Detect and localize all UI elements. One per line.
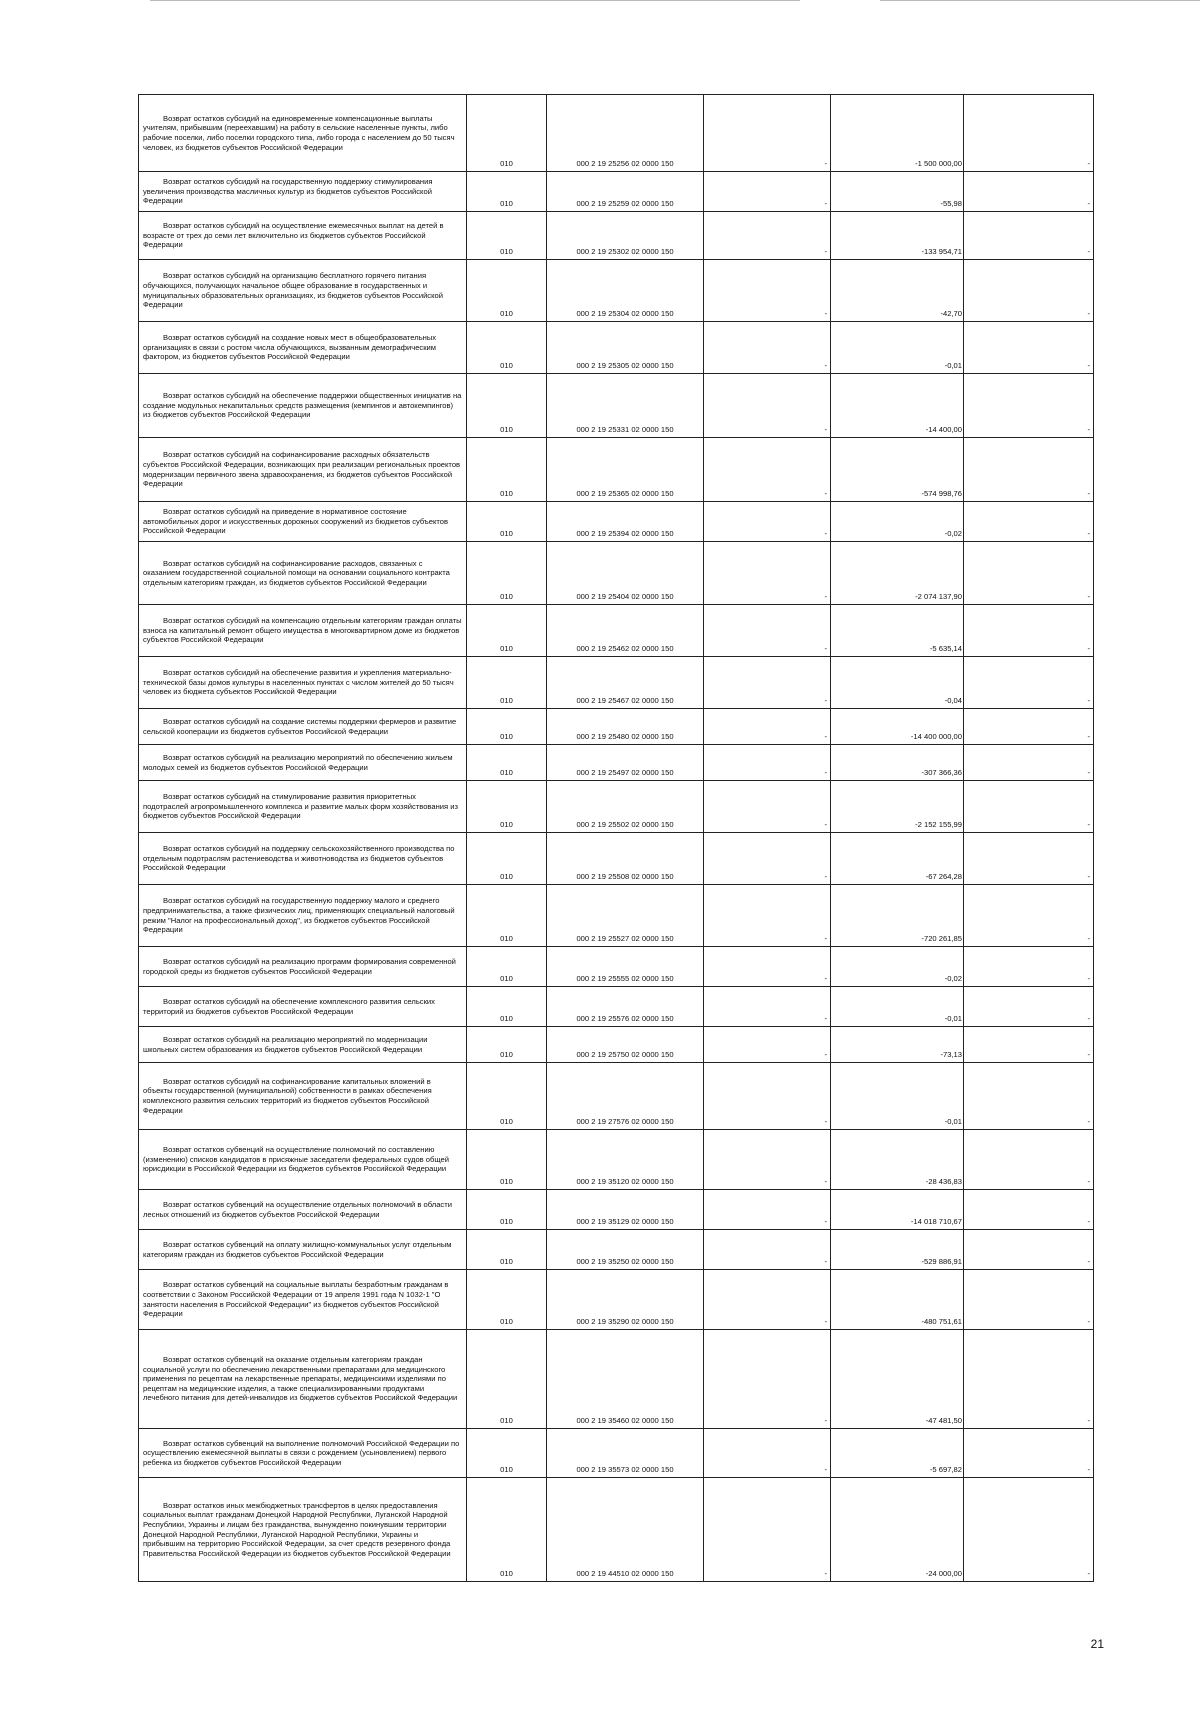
row-amount-cell: -24 000,00: [831, 1478, 964, 1582]
row-name-text: Возврат остатков субсидий на осуществление ежемесячных выплат на детей в возрасте от трех до семи лет включительно из бюджетов субъектов Российской Федерации: [143, 221, 444, 250]
row-col5-cell: -: [704, 172, 831, 212]
row-name-text: Возврат остатков субвенций на осуществление полномочий по составлению (изменению) списков кандидатов в присяжные заседатели федеральных судов общей юрисдикции в Российской Федерации из бюджетов субъектов Российской Федерации: [143, 1145, 450, 1174]
row-name-cell: [139, 1270, 467, 1330]
row-kbk-cell: 000 2 19 25365 02 0000 150: [547, 438, 704, 502]
row-name-text: Возврат остатков субсидий на государственную поддержку стимулирования увеличения производства масличных культур из бюджетов субъектов Российской Федерации: [143, 177, 433, 206]
row-amount-cell: -0,02: [831, 947, 964, 987]
row-amount-cell: -28 436,83: [831, 1130, 964, 1190]
row-col5-cell: -: [704, 781, 831, 833]
row-kbk-cell: 000 2 19 44510 02 0000 150: [547, 1478, 704, 1582]
row-kbk-cell: 000 2 19 25302 02 0000 150: [547, 212, 704, 260]
row-name-text: Возврат остатков субсидий на обеспечение развития и укрепления материально-технической базы домов культуры в населенных пунктах с числом жителей до 50 тысяч человек из бюджета субъектов Российской Федерации: [143, 668, 454, 697]
row-col7-cell: -: [964, 502, 1094, 542]
row-code-cell: 010: [467, 322, 547, 374]
row-code-cell: 010: [467, 1330, 547, 1429]
row-col7-cell: -: [964, 1270, 1094, 1330]
row-col7-cell: -: [964, 1478, 1094, 1582]
row-amount-cell: -307 366,36: [831, 745, 964, 781]
row-col7-cell: -: [964, 1190, 1094, 1230]
row-col7-cell: -: [964, 657, 1094, 709]
row-name-text: Возврат остатков субсидий на реализацию мероприятий по модернизации школьных систем образования из бюджетов субъектов Российской Федерации: [143, 1034, 428, 1054]
row-name-cell: [139, 374, 467, 438]
row-name-cell: [139, 1027, 467, 1063]
row-kbk-cell: 000 2 19 25576 02 0000 150: [547, 987, 704, 1027]
row-name-text: Возврат остатков иных межбюджетных трансфертов в целях предоставления социальных выплат гражданам Донецкой Народной Республики, Луганской Народной Республики, Украины и лицам без гражданства, вынужденно покинувшим территории Донецкой Народной Республики, Луганской Народной Республики, Украины и прибывшим на территорию Российской Федерации, за счет средств резервного фонда Правительства Российской Федерации из бюджетов субъектов Российской Федерации: [143, 1500, 451, 1558]
row-kbk-cell: 000 2 19 25259 02 0000 150: [547, 172, 704, 212]
row-col5-cell: -: [704, 1190, 831, 1230]
row-kbk-cell: 000 2 19 25527 02 0000 150: [547, 885, 704, 947]
row-kbk-cell: 000 2 19 35460 02 0000 150: [547, 1330, 704, 1429]
row-amount-cell: -720 261,85: [831, 885, 964, 947]
row-col7-cell: -: [964, 438, 1094, 502]
row-kbk-cell: 000 2 19 25256 02 0000 150: [547, 95, 704, 172]
row-code-cell: 010: [467, 542, 547, 605]
row-name-cell: [139, 745, 467, 781]
row-kbk-cell: 000 2 19 25497 02 0000 150: [547, 745, 704, 781]
row-amount-cell: -73,13: [831, 1027, 964, 1063]
row-amount-cell: -0,01: [831, 1063, 964, 1130]
row-code-cell: 010: [467, 374, 547, 438]
row-name-text: Возврат остатков субсидий на стимулирование развития приоритетных подотраслей агропромышленного комплекса и развитие малых форм хозяйствования из бюджетов субъектов Российской Федерации: [143, 792, 458, 821]
row-name-text: Возврат остатков субвенций на осуществление отдельных полномочий в области лесных отношений из бюджетов субъектов Российской Федерации: [143, 1199, 452, 1219]
row-col5-cell: -: [704, 745, 831, 781]
row-kbk-cell: 000 2 19 25555 02 0000 150: [547, 947, 704, 987]
row-name-text: Возврат остатков субвенций на оказание отдельным категориям граждан социальной услуги по обеспечению лекарственными препаратами для медицинского применения по рецептам на лекарственные препараты, медицинскими изделиями по рецептам на медицинские изделия, а также специализированными продуктами лечебного питания для детей-инвалидов из бюджетов субъектов Российской Федерации: [143, 1355, 458, 1403]
row-col7-cell: -: [964, 885, 1094, 947]
row-col7-cell: -: [964, 322, 1094, 374]
table-row: [139, 322, 1094, 374]
top-border-line-right: [880, 0, 1200, 1]
row-col5-cell: -: [704, 374, 831, 438]
table-row: [139, 885, 1094, 947]
row-name-text: Возврат остатков субсидий на организацию бесплатного горячего питания обучающихся, получающих начальное общее образование в государственных и муниципальных образовательных организациях, из бюджетов субъектов Российской Федерации: [143, 271, 443, 310]
row-name-text: Возврат остатков субсидий на софинансирование расходных обязательств субъектов Российской Федерации, возникающих при реализации региональных проектов модернизации первичного звена здравоохранения, из бюджетов субъектов Российской Федерации: [143, 450, 461, 489]
row-name-cell: [139, 781, 467, 833]
budget-return-table: [138, 94, 1094, 1582]
row-col5-cell: -: [704, 1270, 831, 1330]
row-code-cell: 010: [467, 1429, 547, 1478]
row-code-cell: 010: [467, 745, 547, 781]
top-border-line: [150, 0, 800, 1]
row-amount-cell: -133 954,71: [831, 212, 964, 260]
row-code-cell: 010: [467, 781, 547, 833]
row-amount-cell: -5 635,14: [831, 605, 964, 657]
table-row: [139, 1330, 1094, 1429]
row-kbk-cell: 000 2 19 25404 02 0000 150: [547, 542, 704, 605]
row-amount-cell: -14 400 000,00: [831, 709, 964, 745]
row-col7-cell: -: [964, 1330, 1094, 1429]
row-col7-cell: -: [964, 833, 1094, 885]
row-name-cell: [139, 657, 467, 709]
row-col5-cell: -: [704, 987, 831, 1027]
table-row: [139, 605, 1094, 657]
row-name-text: Возврат остатков субсидий на создание новых мест в общеобразовательных организациях в связи с ростом числа обучающихся, вызванным демографическим фактором, из бюджетов субъектов Российской Федерации: [143, 333, 437, 362]
row-kbk-cell: 000 2 19 25462 02 0000 150: [547, 605, 704, 657]
row-amount-cell: -574 998,76: [831, 438, 964, 502]
row-name-text: Возврат остатков субсидий на создание системы поддержки фермеров и развитие сельской кооперации из бюджетов субъектов Российской Федерации: [143, 716, 457, 736]
row-name-cell: [139, 605, 467, 657]
row-col7-cell: -: [964, 781, 1094, 833]
row-col5-cell: -: [704, 260, 831, 322]
row-name-cell: [139, 1130, 467, 1190]
row-kbk-cell: 000 2 19 25502 02 0000 150: [547, 781, 704, 833]
row-name-cell: [139, 947, 467, 987]
row-name-cell: [139, 1330, 467, 1429]
row-code-cell: 010: [467, 987, 547, 1027]
table-row: [139, 1270, 1094, 1330]
row-col7-cell: -: [964, 260, 1094, 322]
row-name-text: Возврат остатков субвенций на оплату жилищно-коммунальных услуг отдельным категориям граждан из бюджетов субъектов Российской Федерации: [143, 1239, 452, 1259]
table-row: [139, 947, 1094, 987]
row-name-cell: [139, 987, 467, 1027]
row-amount-cell: -0,02: [831, 502, 964, 542]
row-code-cell: 010: [467, 833, 547, 885]
row-amount-cell: -14 018 710,67: [831, 1190, 964, 1230]
row-col7-cell: -: [964, 987, 1094, 1027]
row-code-cell: 010: [467, 1190, 547, 1230]
row-kbk-cell: 000 2 19 25305 02 0000 150: [547, 322, 704, 374]
row-name-cell: [139, 438, 467, 502]
row-col5-cell: -: [704, 947, 831, 987]
row-name-text: Возврат остатков субсидий на государственную поддержку малого и среднего предпринимательства, а также физических лиц, применяющих специальный налоговый режим "Налог на профессиональный доход", из бюджетов субъектов Российской Федерации: [143, 896, 455, 935]
row-name-cell: [139, 885, 467, 947]
row-code-cell: 010: [467, 1230, 547, 1270]
row-name-text: Возврат остатков субсидий на реализацию программ формирования современной городской среды из бюджетов субъектов Российской Федерации: [143, 956, 456, 976]
row-amount-cell: -480 751,61: [831, 1270, 964, 1330]
row-code-cell: 010: [467, 1027, 547, 1063]
table-row: [139, 502, 1094, 542]
table-row: [139, 260, 1094, 322]
row-name-text: Возврат остатков субсидий на софинансирование расходов, связанных с оказанием государственной социальной помощи на основании социального контракта отдельным категориям граждан, из бюджетов субъектов Российской Федерации: [143, 558, 450, 587]
row-amount-cell: -2 152 155,99: [831, 781, 964, 833]
row-code-cell: 010: [467, 260, 547, 322]
row-amount-cell: -1 500 000,00: [831, 95, 964, 172]
row-code-cell: 010: [467, 172, 547, 212]
table-row: [139, 438, 1094, 502]
table-row: [139, 987, 1094, 1027]
table-row: [139, 709, 1094, 745]
row-col5-cell: -: [704, 709, 831, 745]
row-name-cell: [139, 172, 467, 212]
row-code-cell: 010: [467, 709, 547, 745]
table-row: [139, 374, 1094, 438]
row-kbk-cell: 000 2 19 25508 02 0000 150: [547, 833, 704, 885]
row-name-text: Возврат остатков субсидий на приведение в нормативное состояние автомобильных дорог и искусственных дорожных сооружений из бюджетов субъектов Российской Федерации: [143, 507, 449, 536]
row-amount-cell: -0,04: [831, 657, 964, 709]
row-code-cell: 010: [467, 947, 547, 987]
row-col7-cell: -: [964, 1429, 1094, 1478]
page-number: 21: [1090, 1637, 1104, 1651]
row-kbk-cell: 000 2 19 25750 02 0000 150: [547, 1027, 704, 1063]
row-amount-cell: -14 400,00: [831, 374, 964, 438]
row-code-cell: 010: [467, 605, 547, 657]
row-amount-cell: -5 697,82: [831, 1429, 964, 1478]
row-kbk-cell: 000 2 19 35250 02 0000 150: [547, 1230, 704, 1270]
table-row: [139, 172, 1094, 212]
row-amount-cell: -42,70: [831, 260, 964, 322]
row-col5-cell: -: [704, 1027, 831, 1063]
row-kbk-cell: 000 2 19 25331 02 0000 150: [547, 374, 704, 438]
row-col5-cell: -: [704, 212, 831, 260]
row-col7-cell: -: [964, 1130, 1094, 1190]
table-row: [139, 1230, 1094, 1270]
row-col5-cell: -: [704, 1230, 831, 1270]
row-name-text: Возврат остатков субвенций на социальные выплаты безработным гражданам в соответствии с Законом Российской Федерации от 19 апреля 1991 года N 1032-1 "О занятости населения в Российской Федерации" из бюджетов субъектов Российской Федерации: [143, 1280, 449, 1319]
row-name-cell: [139, 322, 467, 374]
row-name-text: Возврат остатков субсидий на единовременные компенсационные выплаты учителям, прибывшим (переехавшим) на работу в сельские населенные пункты, либо рабочие поселки, либо поселки городского типа, либо города с населением до 50 тысяч человек, из бюджетов субъектов Российской Федерации: [143, 113, 455, 152]
row-amount-cell: -2 074 137,90: [831, 542, 964, 605]
row-kbk-cell: 000 2 19 25304 02 0000 150: [547, 260, 704, 322]
row-kbk-cell: 000 2 19 35120 02 0000 150: [547, 1130, 704, 1190]
table-row: [139, 657, 1094, 709]
row-col7-cell: -: [964, 1027, 1094, 1063]
row-code-cell: 010: [467, 1478, 547, 1582]
table-row: [139, 1478, 1094, 1582]
row-amount-cell: -0,01: [831, 987, 964, 1027]
row-name-cell: [139, 1429, 467, 1478]
row-name-cell: [139, 1478, 467, 1582]
row-amount-cell: -0,01: [831, 322, 964, 374]
row-amount-cell: -47 481,50: [831, 1330, 964, 1429]
row-col5-cell: -: [704, 1330, 831, 1429]
row-name-cell: [139, 542, 467, 605]
row-col7-cell: -: [964, 374, 1094, 438]
row-name-text: Возврат остатков субсидий на компенсацию отдельным категориям граждан оплаты взноса на капитальный ремонт общего имущества в многоквартирном доме из бюджетов субъектов Российской Федерации: [143, 616, 462, 645]
row-col5-cell: -: [704, 322, 831, 374]
row-kbk-cell: 000 2 19 25394 02 0000 150: [547, 502, 704, 542]
row-kbk-cell: 000 2 19 35129 02 0000 150: [547, 1190, 704, 1230]
row-kbk-cell: 000 2 19 27576 02 0000 150: [547, 1063, 704, 1130]
table-row: [139, 212, 1094, 260]
row-col5-cell: -: [704, 438, 831, 502]
row-col7-cell: -: [964, 605, 1094, 657]
row-name-text: Возврат остатков субсидий на софинансирование капитальных вложений в объекты государственной (муниципальной) собственности в рамках обеспечения комплексного развития сельских территорий из бюджетов субъектов Российской Федерации: [143, 1076, 432, 1115]
table-row: [139, 1190, 1094, 1230]
row-name-cell: [139, 1063, 467, 1130]
row-name-cell: [139, 709, 467, 745]
row-col7-cell: -: [964, 95, 1094, 172]
row-name-cell: [139, 1190, 467, 1230]
table-row: [139, 1027, 1094, 1063]
row-col7-cell: -: [964, 1063, 1094, 1130]
row-col7-cell: -: [964, 212, 1094, 260]
row-name-cell: [139, 502, 467, 542]
row-col7-cell: -: [964, 172, 1094, 212]
table-row: [139, 833, 1094, 885]
row-name-text: Возврат остатков субсидий на реализацию мероприятий по обеспечению жильем молодых семей из бюджетов субъектов Российской Федерации: [143, 752, 453, 772]
row-name-text: Возврат остатков субсидий на обеспечение комплексного развития сельских территорий из бюджетов субъектов Российской Федерации: [143, 996, 435, 1016]
row-kbk-cell: 000 2 19 35573 02 0000 150: [547, 1429, 704, 1478]
row-code-cell: 010: [467, 438, 547, 502]
row-name-cell: [139, 212, 467, 260]
table-row: [139, 95, 1094, 172]
table-row: [139, 1063, 1094, 1130]
row-name-cell: [139, 260, 467, 322]
row-col5-cell: -: [704, 833, 831, 885]
row-amount-cell: -55,98: [831, 172, 964, 212]
row-col5-cell: -: [704, 657, 831, 709]
row-kbk-cell: 000 2 19 25480 02 0000 150: [547, 709, 704, 745]
row-col5-cell: -: [704, 1429, 831, 1478]
table-row: [139, 745, 1094, 781]
row-code-cell: 010: [467, 1063, 547, 1130]
row-col5-cell: -: [704, 605, 831, 657]
row-kbk-cell: 000 2 19 25467 02 0000 150: [547, 657, 704, 709]
table-row: [139, 542, 1094, 605]
row-name-text: Возврат остатков субсидий на поддержку сельскохозяйственного производства по отдельным подотраслям растениеводства и животноводства из бюджетов субъектов Российской Федерации: [143, 844, 455, 873]
row-col7-cell: -: [964, 709, 1094, 745]
row-amount-cell: -67 264,28: [831, 833, 964, 885]
table-row: [139, 781, 1094, 833]
row-col5-cell: -: [704, 1478, 831, 1582]
row-col5-cell: -: [704, 885, 831, 947]
row-col7-cell: -: [964, 745, 1094, 781]
row-name-cell: [139, 833, 467, 885]
row-col5-cell: -: [704, 95, 831, 172]
row-col5-cell: -: [704, 542, 831, 605]
row-name-text: Возврат остатков субсидий на обеспечение поддержки общественных инициатив на создание модульных некапитальных средств размещения (кемпингов и автокемпингов) из бюджетов субъектов Российской Федерации: [143, 391, 462, 420]
row-name-cell: [139, 95, 467, 172]
row-col7-cell: -: [964, 1230, 1094, 1270]
row-code-cell: 010: [467, 657, 547, 709]
row-col5-cell: -: [704, 1063, 831, 1130]
row-col7-cell: -: [964, 542, 1094, 605]
row-col7-cell: -: [964, 947, 1094, 987]
table-row: [139, 1130, 1094, 1190]
row-code-cell: 010: [467, 95, 547, 172]
row-code-cell: 010: [467, 502, 547, 542]
row-name-text: Возврат остатков субвенций на выполнение полномочий Российской Федерации по осуществлению ежемесячной выплаты в связи с рождением (усыновлением) первого ребенка из бюджетов субъектов Российской Федерации: [143, 1438, 460, 1467]
row-code-cell: 010: [467, 1270, 547, 1330]
table-row: [139, 1429, 1094, 1478]
table-body: [139, 95, 1094, 1582]
row-col5-cell: -: [704, 502, 831, 542]
row-kbk-cell: 000 2 19 35290 02 0000 150: [547, 1270, 704, 1330]
row-code-cell: 010: [467, 1130, 547, 1190]
row-col5-cell: -: [704, 1130, 831, 1190]
row-amount-cell: -529 886,91: [831, 1230, 964, 1270]
row-name-cell: [139, 1230, 467, 1270]
row-code-cell: 010: [467, 885, 547, 947]
row-code-cell: 010: [467, 212, 547, 260]
